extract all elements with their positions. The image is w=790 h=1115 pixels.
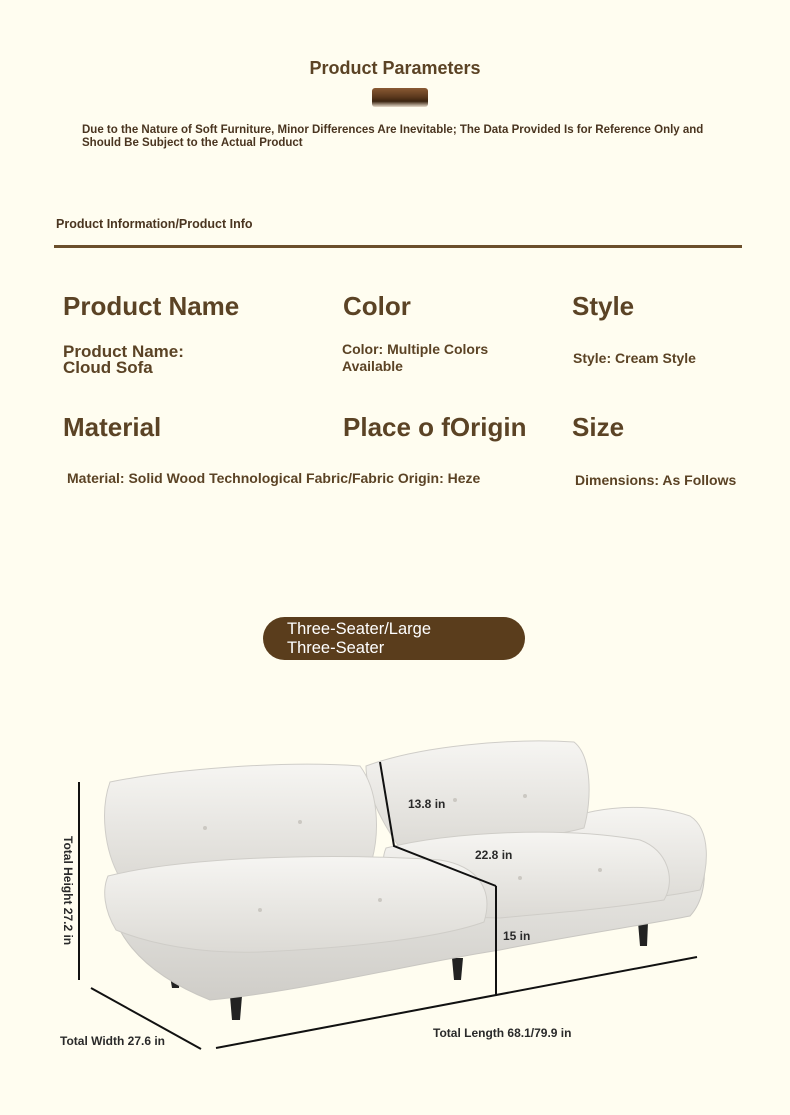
color-heading: Color [343,291,411,321]
variant-label [287,620,507,657]
variant-label-line1: Three-Seater/Large [287,620,431,638]
total-length-label: Total Length 68.1/79.9 in [433,1026,572,1040]
back-height-label: 13.8 in [408,797,446,811]
section-label: Product Information/Product Info [56,217,253,231]
size-heading: Size [572,412,625,442]
disclaimer-text: Due to the Nature of Soft Furniture, Minor Differences Are Inevitable; The Data Provided Is for Reference Only and Should Be Subject to the Actual Product [82,124,704,149]
section-divider [54,245,742,248]
material-heading: Material [63,412,162,442]
product-name-value-line2: Cloud Sofa [63,358,153,377]
size-value: Dimensions: As Follows [575,472,737,488]
style-heading: Style [572,291,635,321]
total-width-label: Total Width 27.6 in [60,1034,166,1048]
total-height-label: Total Height 27.2 in [61,836,75,946]
seat-height-label: 15 in [503,929,531,943]
product-name-value-line1: Product Name: [63,342,184,361]
color-value-line1: Color: Multiple Colors [342,341,489,357]
origin-heading: Place o fOrigin [343,412,527,442]
sofa-diagram [0,700,790,1115]
title-color-swatch [372,88,428,107]
material-value: Material: Solid Wood Technological Fabric/Fabric Origin: Heze [67,470,481,486]
color-value-line2: Available [342,358,403,374]
style-value: Style: Cream Style [573,350,696,366]
seat-depth-label: 22.8 in [475,848,513,862]
product-name-heading: Product Name [63,291,240,321]
color-value [342,341,488,375]
page-title: Product Parameters [309,58,481,78]
variant-label-line2: Three-Seater [287,638,385,657]
product-name-value [63,344,184,376]
